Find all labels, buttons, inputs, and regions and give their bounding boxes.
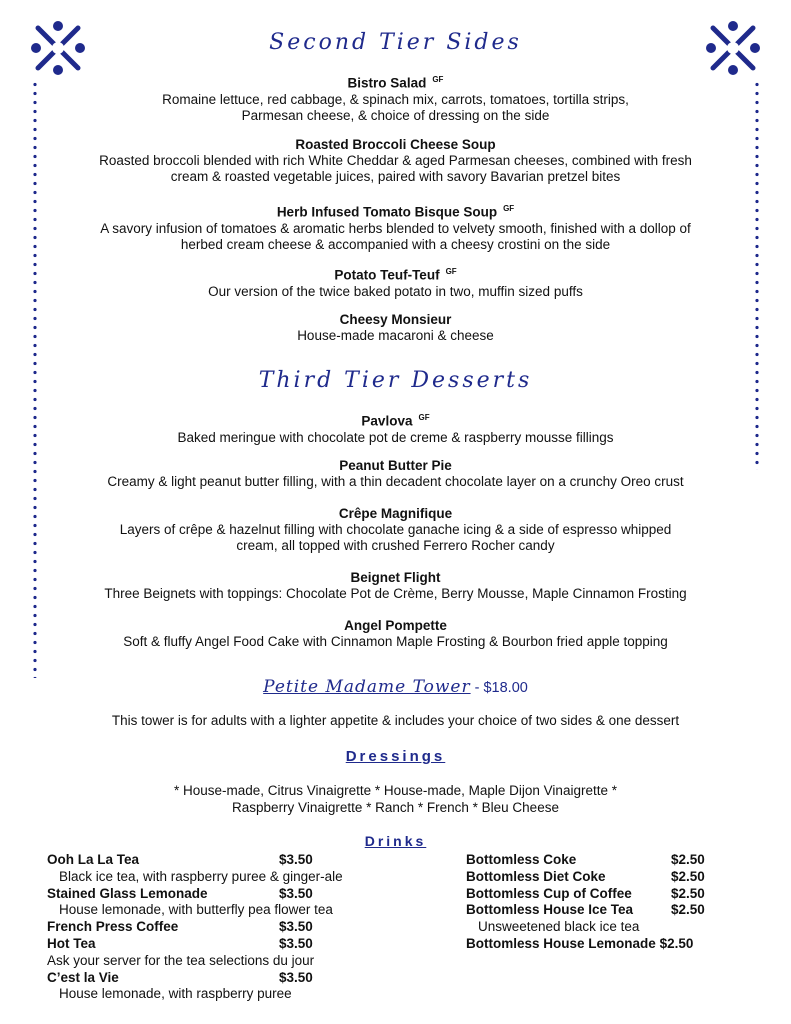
item-name: Roasted Broccoli Cheese Soup: [295, 137, 496, 152]
drink-price: $2.50: [671, 885, 705, 901]
dotted-border-right: [755, 80, 759, 470]
tower-name: Petite Madame Tower: [263, 677, 471, 697]
menu-item: [60, 506, 731, 554]
item-desc: Soft & fluffy Angel Food Cake with Cinnamon Maple Frosting & Bourbon fried apple topping: [123, 634, 668, 649]
item-desc: Three Beignets with toppings: Chocolate Pot de Crème, Berry Mousse, Maple Cinnamon Frosting: [104, 586, 687, 601]
drink-price: $3.50: [279, 885, 313, 901]
drink-note: House lemonade, with butterfly pea flower tea: [59, 902, 333, 918]
drink-row: [47, 936, 367, 953]
gluten-free-badge: GF: [445, 267, 457, 276]
item-desc: Parmesan cheese, & choice of dressing on the side: [241, 107, 550, 123]
item-name: Potato Teuf-Teuf: [334, 267, 440, 283]
drink-row: [47, 852, 367, 869]
tower-desc: This tower is for adults with a lighter appetite & includes your choice of two sides & one dessert: [111, 713, 680, 728]
menu-item: [60, 312, 731, 344]
drink-price: $2.50: [671, 902, 705, 918]
item-name: Crêpe Magnifique: [338, 506, 453, 521]
menu-item: [60, 72, 731, 124]
tower-heading: [0, 677, 791, 697]
menu-item: [60, 410, 731, 446]
drink-name: Bottomless House Lemonade: [466, 935, 656, 951]
drink-name: Bottomless Diet Coke: [466, 868, 606, 884]
dressings-list: [0, 782, 791, 816]
drink-name: French Press Coffee: [47, 919, 179, 935]
item-name: Bistro Salad: [347, 75, 427, 91]
drink-row: [47, 919, 367, 936]
item-desc: Layers of crêpe & hazelnut filling with chocolate ganache icing & a side of espresso whipped: [119, 522, 672, 537]
item-name: Beignet Flight: [350, 570, 441, 585]
drink-row: [47, 886, 367, 903]
menu-item: [60, 570, 731, 602]
item-desc: cream & roasted vegetable juices, paired with savory Bavarian pretzel bites: [170, 169, 621, 184]
item-desc: herbed cream cheese & accompanied with a cheesy crostini on the side: [180, 236, 611, 252]
tower-separator: -: [470, 680, 484, 696]
drink-row: [47, 970, 367, 987]
item-desc: cream, all topped with crushed Ferrero Rocher candy: [236, 538, 555, 553]
drink-price: $3.50: [279, 935, 313, 951]
item-desc: Roasted broccoli blended with rich White Cheddar & aged Parmesan cheeses, combined with fresh: [99, 153, 692, 168]
drink-row: [466, 869, 726, 886]
drinks-column-left: [47, 852, 367, 1003]
dressings-line: Raspberry Vinaigrette * Ranch * French * Bleu Cheese: [232, 800, 559, 815]
sides-title: Second Tier Sides: [269, 30, 522, 55]
item-desc: Creamy & light peanut butter filling, with a thin decadent chocolate layer on a crunchy Oreo crust: [107, 474, 684, 489]
drink-price: $2.50: [671, 852, 705, 867]
drink-name: Bottomless Coke: [466, 852, 577, 867]
item-name: Herb Infused Tomato Bisque Soup: [276, 204, 498, 220]
drink-row: [466, 886, 726, 903]
drink-name: Bottomless Cup of Coffee: [466, 885, 632, 901]
gluten-free-badge: GF: [432, 75, 444, 84]
item-name: Cheesy Monsieur: [339, 312, 452, 327]
drink-price: $3.50: [279, 852, 313, 867]
item-desc: House-made macaroni & cheese: [297, 328, 494, 343]
dressings-title: Dressings: [345, 748, 446, 765]
drink-note: Unsweetened black ice tea: [478, 919, 640, 935]
drink-price: $2.50: [659, 935, 694, 951]
drink-note: House lemonade, with raspberry puree: [59, 986, 292, 1002]
gluten-free-badge: GF: [503, 204, 515, 213]
drink-note: Ask your server for the tea selections du jour: [47, 952, 315, 968]
drinks-title: Drinks: [364, 833, 427, 849]
drink-name: Ooh La La Tea: [47, 852, 140, 867]
dressings-line: * House-made, Citrus Vinaigrette * House-made, Maple Dijon Vinaigrette *: [174, 783, 617, 798]
drink-note: Black ice tea, with raspberry puree & ginger-ale: [59, 868, 343, 884]
drink-name: Bottomless House Ice Tea: [466, 902, 634, 918]
drink-row: [466, 852, 726, 869]
drink-name: Stained Glass Lemonade: [47, 885, 208, 901]
item-desc: Romaine lettuce, red cabbage, & spinach mix, carrots, tomatoes, tortilla strips,: [162, 91, 629, 107]
menu-item: [60, 264, 731, 300]
menu-item: [60, 618, 731, 650]
drink-price: $3.50: [279, 919, 313, 935]
desserts-title: Third Tier Desserts: [258, 368, 533, 393]
drink-name: Hot Tea: [47, 935, 96, 951]
item-name: Angel Pompette: [344, 618, 447, 633]
item-name: Peanut Butter Pie: [339, 458, 452, 473]
drinks-column-right: [466, 852, 726, 953]
drink-row: [466, 936, 726, 953]
drink-price: $3.50: [279, 969, 313, 985]
menu-item: [60, 458, 731, 490]
item-desc: Our version of the twice baked potato in two, muffin sized puffs: [208, 283, 583, 299]
gluten-free-badge: GF: [418, 413, 430, 422]
drink-price: $2.50: [671, 868, 705, 884]
item-name: Pavlova: [361, 413, 413, 429]
drink-row: [466, 902, 726, 919]
menu-item: [60, 137, 731, 185]
drink-name: C’est la Vie: [47, 969, 119, 985]
item-desc: A savory infusion of tomatoes & aromatic herbs blended to velvety smooth, finished with a dollop of: [100, 220, 691, 236]
menu-item: [60, 201, 731, 253]
item-desc: Baked meringue with chocolate pot de creme & raspberry mousse fillings: [177, 429, 614, 445]
tower-price: $18.00: [483, 680, 528, 696]
